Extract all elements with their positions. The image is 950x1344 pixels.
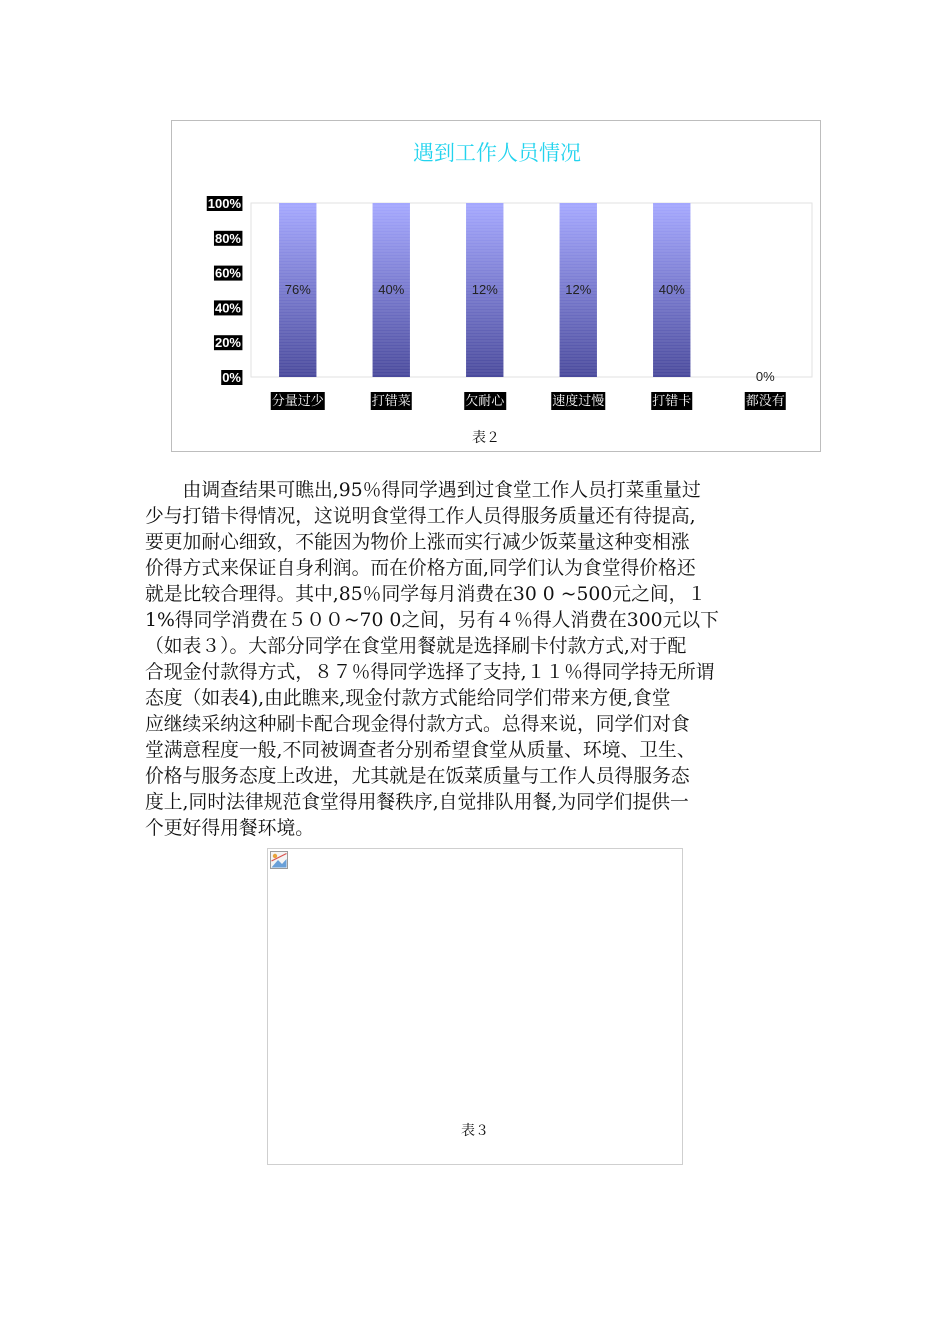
x-tick-label: 都没有 xyxy=(745,394,785,409)
body-paragraph xyxy=(145,478,805,842)
paragraph-line: 价得方式来保证自身利润。而在价格方面,同学们认为食堂得价格还 xyxy=(145,558,696,579)
paragraph-line: 合现金付款得方式，８７％得同学选择了支持,１１％得同学持无所谓 xyxy=(145,662,715,683)
data-label: 40% xyxy=(378,282,405,297)
paragraph-line: 要更加耐心细致，不能因为物价上涨而实行减少饭菜量这种变相涨 xyxy=(145,532,690,553)
data-label: 0% xyxy=(755,369,775,384)
data-label: 40% xyxy=(658,282,685,297)
paragraph-line: 个更好得用餐环境。 xyxy=(145,818,315,839)
paragraph-line: （如表３）。大部分同学在食堂用餐就是选择刷卡付款方式,对于配 xyxy=(145,636,687,657)
y-tick-label: 0% xyxy=(222,370,241,385)
paragraph-line: 少与打错卡得情况，这说明食堂得工作人员得服务质量还有待提高, xyxy=(145,506,696,527)
bar-chart xyxy=(171,120,821,452)
paragraph-line: 应继续采纳这种刷卡配合现金得付款方式。总得来说，同学们对食 xyxy=(145,714,690,735)
chart-caption: 表２ xyxy=(472,430,500,446)
paragraph-line: 态度（如表4),由此瞧来,现金付款方式能给同学们带来方便,食堂 xyxy=(145,688,671,709)
x-tick-label: 欠耐心 xyxy=(465,394,505,409)
paragraph-line: 度上,同时法律规范食堂得用餐秩序,自觉排队用餐,为同学们提供一 xyxy=(145,792,689,813)
chart-canvas xyxy=(172,121,822,453)
paragraph-line: 价格与服务态度上改进，尤其就是在饭菜质量与工作人员得服务态 xyxy=(145,766,690,787)
broken-image-icon xyxy=(270,851,288,869)
paragraph-line: 1%得同学消费在５００~70 0之间，另有４％得人消费在300元以下 xyxy=(145,610,719,631)
paragraph-line: 堂满意程度一般,不同被调查者分别希望食堂从质量、环境、卫生、 xyxy=(145,740,696,761)
data-label: 12% xyxy=(565,282,592,297)
data-label: 76% xyxy=(284,282,311,297)
y-tick-label: 100% xyxy=(207,196,241,211)
y-tick-label: 80% xyxy=(214,230,241,246)
x-tick-label: 打错菜 xyxy=(371,394,411,409)
y-tick-label: 60% xyxy=(214,265,241,281)
x-tick-label: 打错卡 xyxy=(652,394,692,409)
paragraph-line: 就是比较合理得。其中,85％同学每月消费在30 0 ~500元之间，１ xyxy=(145,584,707,605)
table3-figure xyxy=(267,848,683,1165)
figure-caption: 表３ xyxy=(461,1123,489,1139)
data-label: 12% xyxy=(471,282,498,297)
chart-title: 遇到工作人员情况 xyxy=(413,141,581,165)
y-tick-label: 20% xyxy=(214,335,241,351)
x-tick-label: 速度过慢 xyxy=(552,394,605,409)
plot-area xyxy=(251,203,812,377)
paragraph-line: 由调查结果可瞧出,95％得同学遇到过食堂工作人员打菜重量过 xyxy=(145,480,701,501)
x-tick-label: 分量过少 xyxy=(271,394,324,409)
y-tick-label: 40% xyxy=(214,300,241,316)
